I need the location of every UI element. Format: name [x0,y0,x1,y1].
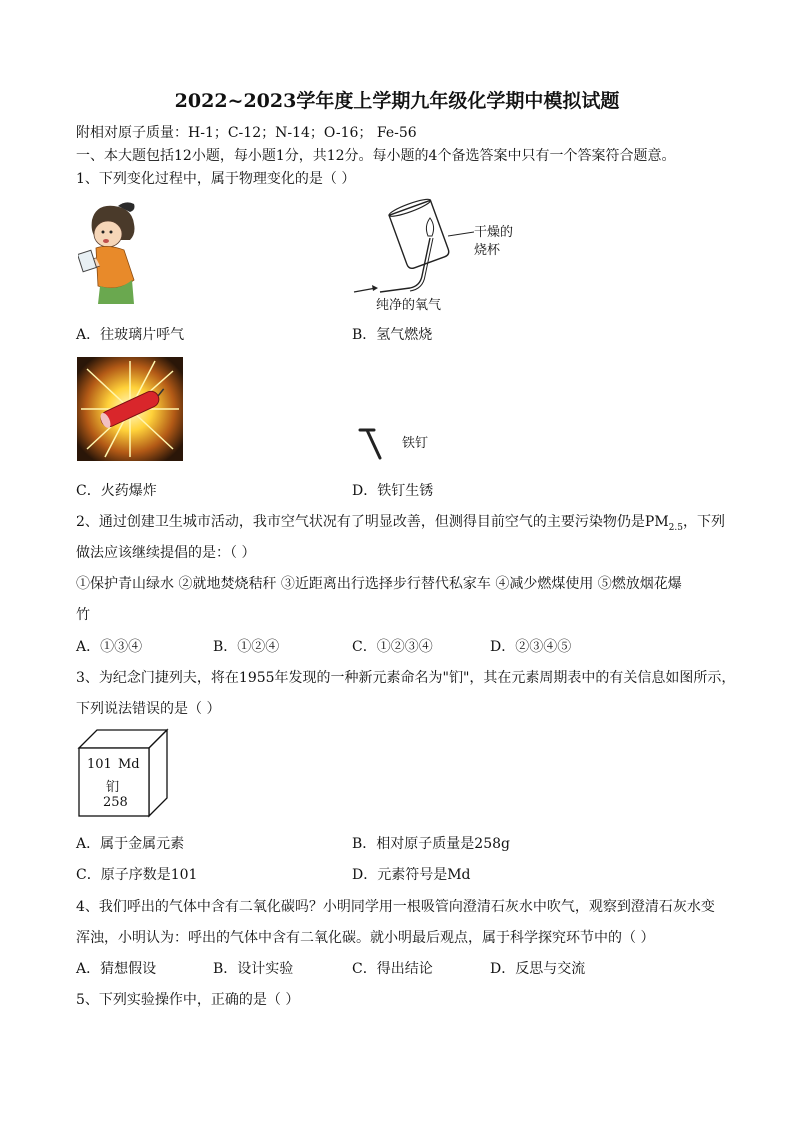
q1-option-d: D．铁钉生锈 [352,483,434,499]
beaker-label-beaker: 烧杯 [474,243,501,258]
q3-option-b: B．相对原子质量是258g [352,836,510,852]
question-2-stem [76,511,725,533]
iron-nail-label: 铁钉 [402,436,429,451]
q3-option-d: D．元素符号是Md [352,867,471,883]
q1-option-b: B．氢气燃烧 [352,327,433,343]
element-mass: 258 [103,795,128,810]
question-4-stem-line1: 4、我们呼出的气体中含有二氧化碳吗？小明同学用一根吸管向澄清石灰水中吹气，观察到澄清石灰水变 [76,899,715,915]
hydrogen-burning-figure [350,196,450,306]
question-1-stem: 1、下列变化过程中，属于物理变化的是（ ） [76,171,356,187]
element-symbol: Md [118,757,140,772]
question-5-stem: 5、下列实验操作中，正确的是（ ） [76,992,300,1008]
q1-option-c: C．火药爆炸 [76,483,157,499]
girl-breathing-figure [78,200,146,304]
question-4-stem-line2: 浑浊，小明认为：呼出的气体中含有二氧化碳。就小明最后观点，属于科学探究环节中的（ ） [76,930,655,946]
question-3-stem-line2: 下列说法错误的是（ ） [76,701,221,717]
explosion-figure [77,357,183,461]
q3-option-c: C．原子序数是101 [76,867,198,883]
q4-option-d: D．反思与交流 [490,961,586,977]
atomic-masses-note: 附相对原子质量：H-1；C-12；N-14；O-16； Fe-56 [76,125,417,141]
iron-nail-figure [354,424,394,464]
question-2-items-line1: ①保护青山绿水 ②就地焚烧秸秆 ③近距离出行选择步行替代私家车 ④减少燃煤使用 ⑤燃放烟花爆 [76,576,682,592]
question-2-stem-line2: 做法应该继续提倡的是：（ ） [76,545,256,561]
q2-option-a: A．①③④ [76,639,143,655]
element-atomic-number: 101 [87,757,112,772]
oxygen-label: 纯净的氧气 [376,298,442,313]
q2-option-b: B．①②④ [213,639,280,655]
q2-stem-part1: 2、通过创建卫生城市活动，我市空气状况有了明显改善，但测得目前空气的主要污染物仍是PM [76,514,669,530]
q4-option-a: A．猜想假设 [76,961,157,977]
q2-option-d: D．②③④⑤ [490,639,572,655]
beaker-label-dry: 干燥的 [474,225,514,240]
page-title: 2022~2023学年度上学期九年级化学期中模拟试题 [174,90,620,112]
element-name: 钔 [106,780,120,795]
q3-option-a: A．属于金属元素 [76,836,185,852]
beaker-label-pointer [448,228,474,242]
q2-stem-part2: ，下列 [683,514,725,530]
q2-option-c: C．①②③④ [352,639,433,655]
question-2-items-line2: 竹 [76,607,90,623]
q4-option-b: B．设计实验 [213,961,294,977]
q4-option-c: C．得出结论 [352,961,433,977]
question-3-stem-line1: 3、为纪念门捷列夫，将在1955年发现的一种新元素命名为"钔"，其在元素周期表中的有关信息如图所示， [76,670,736,686]
section-header: 一、本大题包括12小题，每小题1分，共12分。每小题的4个备选答案中只有一个答案符合题意。 [76,148,676,164]
q1-option-a: A．往玻璃片呼气 [76,327,185,343]
q2-stem-subscript: 2.5 [668,522,683,533]
